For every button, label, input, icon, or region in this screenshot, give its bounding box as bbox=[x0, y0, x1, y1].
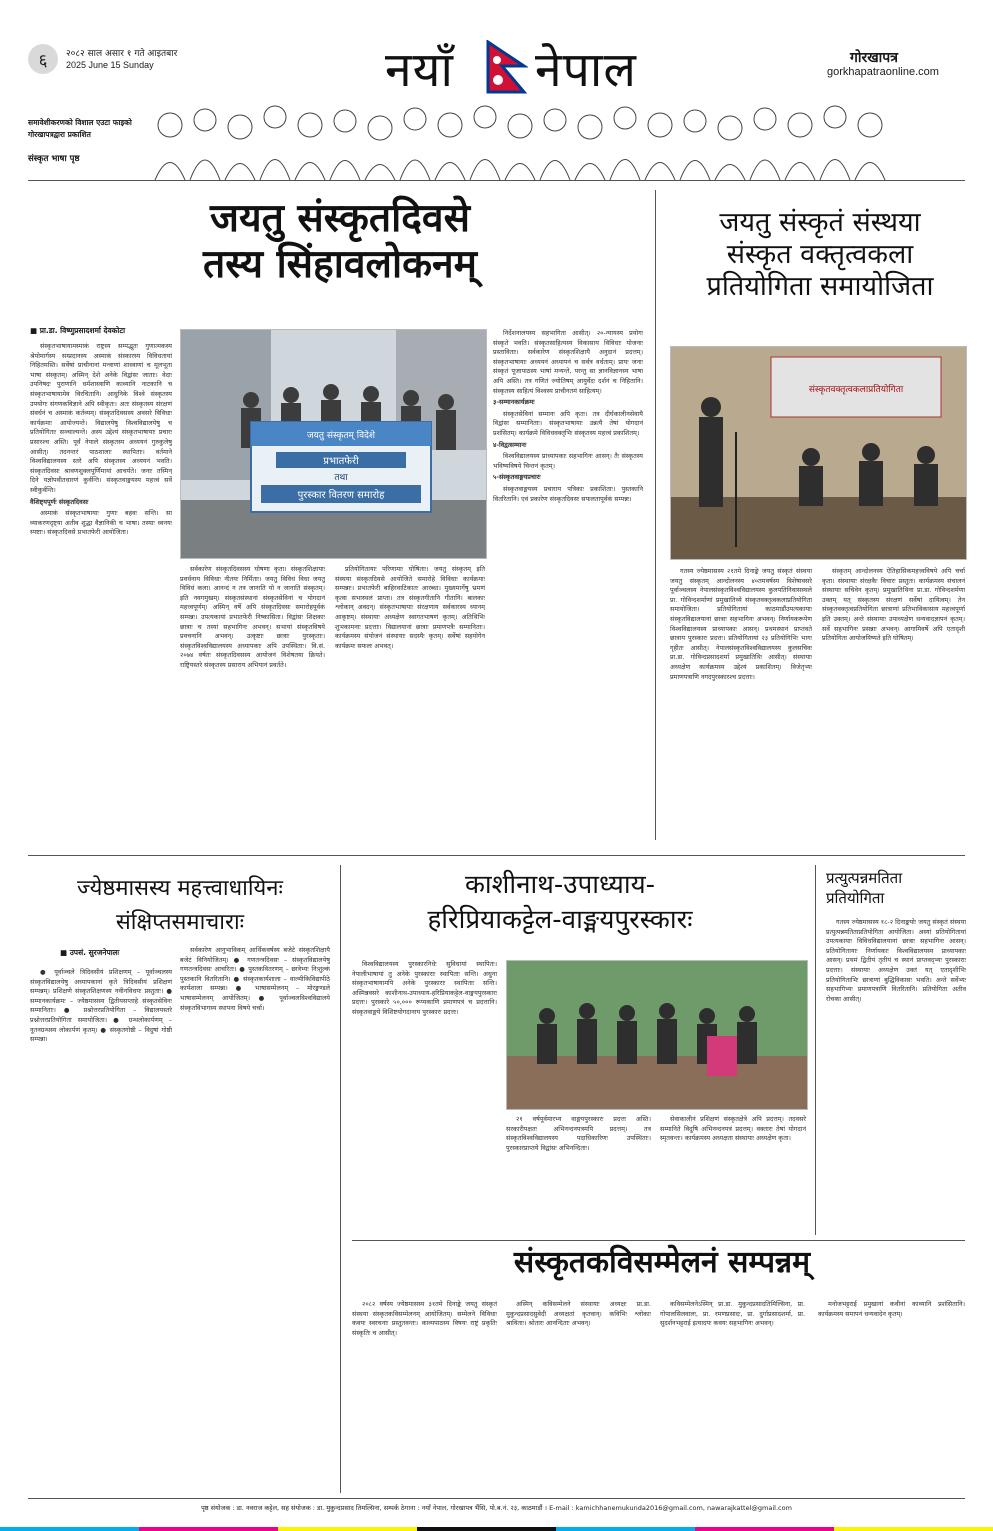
right-col2-text: संस्कृतम् आन्दोलनस्य ऐतिहासिकमहत्त्वविषये अपि चर्चा कृता। संस्थायाः संरक्षकैः विचारः प्रस्तुतः। कार्यक्रमस्य संचालनं संस्थायाः सचिवेन कृतम्। प्रमुखातिथिना प्रा.डा. गोविन्दशर्मणा उक्तम् यत् संस्कृतस्य संरक्षणं सर्वेषां दायित्वम्। तेन संस्कृतवक्तृत्वप्रतियोगिता छात्राणां प्रतिभाविकासाय महत्त्वपूर्णा इति उक्तम्। अन्ते संस्थायाः उपाध्यक्षेण धन्यवादज्ञापनं कृतम्। सर्वे सहभागिनः प्रसन्नाः अभवन्। आगामिवर्षे अपि एतादृशी प्रतियोगिता आयोजयिष्यते इति घोषितम्। bbox=[822, 567, 965, 643]
kavi-col3-text: कविसम्मेलनेऽस्मिन् प्रा.डा. मुकुन्दप्रसादतिमिल्सिना, प्रा. गोपालसिलवालः, प्रा. रमणप्रसादः, प्रा. दुर्गाप्रसादशर्मा, प्रा. सुदर्शनभट्टराई इत्यादयः कवयः सहभागिनः अभवन्। bbox=[660, 1300, 805, 1328]
main-headline bbox=[100, 196, 580, 288]
date-english: 2025 June 15 Sunday bbox=[66, 60, 154, 70]
masthead-title-right: नेपाल bbox=[535, 42, 637, 98]
kashinath-col3 bbox=[660, 1115, 806, 1235]
main-col2-text: सर्वकारेण संस्कृतदिवसस्य घोषणा कृता। संस्कृतशिक्षायाः प्रवर्धनाय विविधाः नीतयः निर्मिताः। जयतु विविधं विधा जयतु विविधं कला। आनन्दं न तत्र जानाति यो न जानाति संस्कृतम्। इति नवगमुखम्। संस्कृतसंस्थानां संस्कृतसेविनां च योगदानं महत्त्वपूर्णम्। अस्मिन् वर्षे अपि संस्कृतदिवसः समारोहपूर्वकं सम्पन्नः। उपत्यकायां प्रभातफेरी निष्कासिता। विद्वांसः शिक्षकाः छात्राः च तस्यां सहभागिनः अभवन्। सभायां संस्कृतविषये प्रवचनानि अभवन्। उत्कृष्टाः छात्राः पुरस्कृताः। संस्कृतविश्वविद्यालयस्य अध्यापकाः अपि उपस्थिताः। वि.सं. २०७४ वर्षतः संस्कृतदिवसस्य आयोजनं विशेषतया क्रियते। राष्ट्रियस्तरे संस्कृतस्य प्रसाराय अभियानं प्रवर्तते। bbox=[180, 565, 325, 669]
column-divider-lower bbox=[340, 865, 341, 1493]
publisher-url[interactable]: gorkhapatraonline.com bbox=[827, 66, 939, 78]
pratyut-col1 bbox=[826, 918, 966, 1235]
main-col1-subhead: वैशिष्ट्यपूर्णः संस्कृतदिवसः bbox=[30, 497, 89, 506]
kavi-col3 bbox=[660, 1300, 805, 1495]
jyeshtha-col2 bbox=[180, 946, 330, 1493]
main-col4-sub2: ४-विद्वत्सम्मानः bbox=[493, 440, 527, 449]
kavi-col2 bbox=[506, 1300, 651, 1495]
kashinath-photo bbox=[506, 960, 808, 1110]
main-col4-text: निर्देशनालयस्य सहभागिता आसीत्। २०-न्यायस्य प्रयोगः संस्कृते भवति। संस्कृतसाहित्यस्य विकासाय विविधाः योजनाः प्रस्ताविताः। सर्वकारेण संस्कृतशिक्षायै अनुदानं प्रदत्तम्। संस्कृतभाषायाः अध्ययनं अध्यापनं च सर्वत्र वर्धताम्। प्रायः जनाः संस्कृतं पूजापाठस्य भाषां मन्यन्ते, परन्तु सा ज्ञानविज्ञानस्य भाषा अपि अस्ति। तत्र गणितं ज्योतिषम् आयुर्वेदः दर्शनं च निहितानि। संस्कृतस्य साहित्यं विश्वस्य प्राचीनतमं साहित्यम्। bbox=[493, 329, 643, 395]
kashinath-headline bbox=[360, 868, 760, 938]
kavi-col4-text: मनोजभट्टराई प्रमुखानां कवीनां काव्यानि प्रशंसितानि। कार्यक्रमस्य समापनं धन्यवादेन कृतम्। bbox=[818, 1300, 965, 1318]
photo-banner-line1: जयतु संस्कृतम् विदेशे bbox=[307, 431, 375, 441]
crowd-illustration bbox=[150, 95, 890, 180]
jyeshtha-headline-line1: ज्येष्ठमासस्य महत्त्वाधायिनः bbox=[77, 876, 283, 901]
main-col4d-text: संस्कृतवाङ्मयस्य प्रचाराय पत्रिकाः प्रकाशिताः। पुस्तकानि वितरितानि। एवं प्रकारेण संस्कृतदिवसः सफलतापूर्वकं सम्पन्नः। bbox=[493, 484, 643, 503]
right-col1-text: गतस्य ज्येष्ठमासस्य २१तमे दिनाङ्के जयतु संस्कृतं संस्थया जयतु संस्कृतम् आन्दोलनस्य ४०तमवर्षस्य विशेषावसरे पूर्वाञ्चलस्य नेपालसंस्कृतविश्वविद्यालयस्य कुलपतिनिवासस्थले प्रा. गोविन्दशर्माणां प्रमुखातिथ्ये संस्कृतवक्तृत्वकलाप्रतियोगिता समायोजिता। प्रतियोगितायां काठमाडौंउपत्यकायाः संस्कृतविद्यालयानां छात्राः सहभागिनः अभवन्। निर्णायकरूपेण विश्वविद्यालयस्य प्राध्यापकाः आसन्। प्रथमस्थानं प्राप्तवते छात्राय पुरस्कारः प्रदत्तः। प्रतियोगितायां २३ प्रतियोगिभिः भागः गृहीतः आसीत्। नेपालसंस्कृतविश्वविद्यालयस्य कुलसचिवः प्रा.डा. गोविन्दप्रसादशर्मा प्रमुखातिथिः आसीत्। संस्थायाः अध्यक्षेण कार्यक्रमस्य उद्देश्यं प्रकाशितम्। विजेतृभ्यः प्रमाणपत्राणि नगदपुरस्कारश्च प्रदत्ताः। bbox=[670, 567, 812, 681]
main-col3-text: प्रतियोगितायाः परिणामाः घोषिताः। जयतु संस्कृतम् इति संस्थया संस्कृतदिवसे आयोजिते समारोहे विविधाः कार्यक्रमाः सम्पन्नाः। प्रभातफेरी बाहिरवाटिकातः आरब्धा। मुख्यमार्गेषु भ्रमणं कृत्वा सभास्थलं प्राप्ता। तत्र संस्कृतगीतानि गीतानि। बालकाः श्लोकान् अवदन्। संस्कृतभाषायाः संरक्षणाय सर्वकारस्य ध्यानम् आकृष्टम्। संस्थायाः अध्यक्षेण स्वागतभाषणं कृतम्। अतिथिभिः शुभकामनाः प्रदत्ताः। विद्यालयानां छात्राः प्रमाणपत्रैः सम्मानिताः। कार्यक्रमस्य संयोजनं संस्थायाः सदस्यैः कृतम्। सर्वेषां सहयोगेन कार्यक्रमः सफलः अभवत्। bbox=[335, 565, 485, 650]
photo-banner-line2: प्रभातफेरी bbox=[323, 456, 359, 467]
kashinath-col2 bbox=[506, 1115, 651, 1235]
jyeshtha-col1 bbox=[30, 968, 172, 1493]
footer-divider bbox=[28, 1498, 965, 1499]
main-col4b-text: संस्कृतसेविनां सम्मानः अपि कृतः। तत्र दीर्घकालीनसेवायै विद्वांसः सम्मानिताः। संस्कृतभाषायाः उन्नत्यै तेषां योगदानं प्रशंसितम्। कार्यक्रमे विविधवक्तृभिः संस्कृतस्य महत्त्वं प्रकाशितम्। bbox=[493, 409, 643, 437]
right-photo-banner: संस्कृतवक्तृत्वकलाप्रतियोगिता bbox=[808, 385, 904, 395]
jyeshtha-col1-text: ● पूर्वाञ्चले त्रिदिवसीयं प्रशिक्षणम् – पूर्वाञ्चलस्य संस्कृतविद्यालयेषु अध्यापकानां कृते त्रिदिवसीयं प्रशिक्षणं सम्पन्नम्। प्रशिक्षणे संस्कृतशिक्षणस्य नवीनविधयः प्रस्तुताः। ● सम्मानकार्यक्रमः – ज्येष्ठमासस्य द्वितीयसप्ताहे संस्कृतसेविनः सम्मानिताः। ● प्रश्नोत्तरप्रतियोगिता – विद्यालयस्तरे प्रश्नोत्तरप्रतियोगिता समायोजिता। ● ग्रन्थलोकार्पणम् – नूतनग्रन्थस्य लोकार्पणं कृतम्। ● संस्कृतगोष्ठी – विदुषां गोष्ठी सम्पन्ना। bbox=[30, 968, 172, 1044]
photo-banner-line4: पुरस्कार वितरण समारोह bbox=[297, 490, 385, 501]
main-byline: ■ प्रा.डा. विष्णुप्रसादशर्मा देवकोटा bbox=[30, 326, 126, 335]
publisher-name: गोरखापत्र bbox=[850, 50, 898, 66]
kavi-col1 bbox=[352, 1300, 497, 1495]
main-headline-line2: तस्य सिंहावलोकनम् bbox=[202, 242, 478, 288]
main-col4c-text: विश्वविद्यालयस्य प्राध्यापकाः सहभागिनः आसन्। तैः संस्कृतस्य भविष्यविषये चिन्तनं कृतम्। bbox=[493, 452, 643, 470]
main-col1b-text: अस्माकं संस्कृतभाषायाः गुणाः बहवः सन्ति। सा व्याकरणदृष्ट्या अतीव शुद्धा वैज्ञानिकी च भाषा। तस्याः ध्वनयः स्पष्टाः। संस्कृतदिवसे प्रभातफेरी आयोजिता। bbox=[30, 509, 172, 537]
main-article-col2 bbox=[180, 565, 325, 840]
kavi-col1-text: २०८२ वर्षस्य ज्येष्ठमासस्य ३१तमे दिनाङ्के जयतु संस्कृतं संस्थया संस्कृतकविसम्मेलनम् आयोजितम्। सम्मेलने विविधाः कवयः स्वरचनाः प्रस्तुतवन्तः। काव्यपाठस्य विषयः राष्ट्रं प्रकृतिः संस्कृतिः च आसीत्। bbox=[352, 1300, 497, 1337]
right-article-col2 bbox=[822, 567, 965, 840]
pratyut-headline-line1: प्रत्युत्पन्नमतिता bbox=[826, 869, 903, 887]
kashinath-col3-text: सेवाकालीनं प्रशिक्षणं संस्कृतक्षेत्रे अपि प्रदत्तम्। तदवसरे सम्मानिते विदुषि अभिनन्दनपत्रं प्रदत्तम्। वक्तारः तेषां योगदानं स्मृतवन्तः। कार्यक्रमस्य अध्यक्षता संस्थायाः अध्यक्षेण कृता। bbox=[660, 1115, 806, 1143]
kashinath-col1-text: विश्वविद्यालयस्य पुरस्कारनिधेः सुविधायां स्थापितः। नेपालीभाषायां तु अनेके पुरस्काराः स्थापिताः सन्ति। अधुना संस्कृतभाषायामपि अनेके पुरस्काराः स्थापिताः सन्ति। अस्मिन्नवसरे काशीनाथ-उपाध्याय-हरिप्रियाकट्टेल-वाङ्मयपुरस्कारः प्रदत्तः। पुरस्कारे ५०,००० रूप्यकाणि प्रमाणपत्रं च प्रदत्तानि। संस्कृतवाङ्मये विशिष्टयोगदानाय पुरस्कारः प्रदत्तः। bbox=[352, 960, 497, 1016]
right-article-col1 bbox=[670, 567, 812, 840]
nepal-flag-icon bbox=[484, 40, 528, 96]
main-col1-text: संस्कृतभाषायामस्माकं राष्ट्रस्य सम्पद्भूतः गुणात्मकस्य श्रेयोमार्गस्य सम्प्रदानस्य अस्माकं संस्कारस्य विविधतायां निहितमस्ति। सर्वेषां प्राचीनानां मन्त्राणां शास्त्राणां च मूलभूता भाषा संस्कृतम्। अस्मिन् देशे अनेके विद्वांसः जाताः। वेदाः उपनिषदः पुराणानि धर्मशास्त्राणि काव्यानि नाटकानि च संस्कृतभाषायामेव विरचितानि। आधुनिके विश्वे संस्कृतस्य उपयोगः संगणकविज्ञाने अपि स्वीकृतः। अतः संस्कृतस्य संरक्षणं संवर्धनं च अस्माकं कर्तव्यम्। संस्कृतदिवसस्य अवसरे विविधाः कार्यक्रमाः आयोज्यन्ते। विद्यालयेषु विश्वविद्यालयेषु च प्रतियोगिताः सञ्चाल्यन्ते। अस्य उद्देश्यं संस्कृतभाषायाः प्रचारः प्रसारश्च अस्ति। पूर्वं नेपाले संस्कृतस्य अध्ययनं गुरुकुलेषु आसीत्। तदनन्तरं पाठशालाः स्थापिताः। वर्तमाने विश्वविद्यालयस्य स्तरे अपि संस्कृतस्य अध्ययनं भवति। संस्कृतदिवसः श्रावणशुक्लपूर्णिमायां आचर्यते। जनाः तस्मिन् दिने यज्ञोपवीतधारणं कुर्वन्ति। संस्कृतवाङ्मयस्य महत्त्वं सर्वे स्वीकुर्वन्ति। bbox=[30, 342, 172, 494]
main-article-col1 bbox=[30, 342, 172, 792]
jyeshtha-col2-text: सर्वकारेण आनुभाविकम् आर्थिकवर्षस्य बजेटे संस्कृतशिक्षायै बजेटं विनियोजितम्। ● गणतन्त्रदिवसः – संस्कृतविद्यालयेषु गणतन्त्रदिवसः आचरितः। ● पुस्तकवितरणम् – छात्रेभ्यः निःशुल्कं पुस्तकानि वितरितानि। ● संस्कृतकार्यशाला – वाल्मीकिविद्यापीठे कार्यशाला सम्पन्ना। ● भाषासम्मेलनम् – मोरङ्मण्डले भाषासम्मेलनम् आयोजितम्। ● पूर्वाञ्चलविश्वविद्यालये संस्कृतविभागस्य स्थापना विषये चर्चा। bbox=[180, 946, 330, 1012]
right-headline-line2: संस्कृत वक्तृत्वकला bbox=[726, 238, 914, 270]
kavi-col2-text: अस्मिन् कविसम्मेलने संस्थायाः अध्यक्षः प्रा.डा. मुकुन्दप्रसादसुवेदी अध्यक्षतां कृतवान्। कविभिः श्लोकाः श्राविताः। श्रोतारः आनन्दिताः अभवन्। bbox=[506, 1300, 651, 1328]
pratyut-headline bbox=[826, 868, 966, 909]
right-headline-line1: जयतु संस्कृतं संस्थया bbox=[719, 207, 921, 238]
kavi-divider bbox=[352, 1240, 965, 1241]
right-article-photo bbox=[670, 346, 967, 560]
photo-banner-line3: तथा bbox=[334, 473, 348, 483]
main-article-photo bbox=[180, 329, 487, 559]
main-article-col3 bbox=[335, 565, 485, 840]
kashinath-headline-line1: काशीनाथ-उपाध्याय- bbox=[464, 870, 656, 900]
right-headline-line3: प्रतियोगिता समायोजिता bbox=[706, 270, 934, 302]
pratyut-col1-text: गतस्य ज्येष्ठमासस्य १८-२ दिनाङ्कयोः जयतु संस्कृतं संस्थया प्रत्युत्पन्नमतिताप्रतियोगिता आयोजिता। अस्यां प्रतियोगितायां उपत्यकायाः विविधविद्यालयानां छात्राः सहभागिनः आसन्। प्रतियोगितायाः निर्णायकाः विश्वविद्यालयस्य प्राध्यापकाः आसन्। प्रथमं द्वितीयं तृतीयं च स्थानं प्राप्तवद्भ्यः पुरस्काराः प्रदत्ताः। संस्थायाः अध्यक्षेण उक्तं यत् एतादृशीभिः प्रतियोगिताभिः छात्राणां बुद्धिविकासः भवति। अन्ते सर्वेभ्यः सहभागिभ्यः प्रमाणपत्राणि वितरितानि। प्रतियोगिता अतीव रोचका आसीत्। bbox=[826, 918, 966, 1003]
page-number: ६ bbox=[28, 44, 58, 74]
kavi-headline: संस्कृतकविसम्मेलनं सम्पन्नम् bbox=[513, 1245, 811, 1280]
column-divider bbox=[655, 190, 656, 840]
pratyut-headline-line2: प्रतियोगिता bbox=[826, 889, 885, 908]
publisher-tagline: समावेशीकरणको विशाल एउटा फाइको bbox=[28, 118, 132, 127]
masthead-divider bbox=[28, 180, 965, 181]
masthead-title-left: नयाँ bbox=[385, 42, 454, 98]
main-col4-sub1: ३-सम्मानकार्यक्रमः bbox=[493, 398, 535, 407]
date-nepali: २०८२ साल असार १ गते आइतबार bbox=[66, 49, 178, 59]
kashinath-col1 bbox=[352, 960, 497, 1135]
jyeshtha-headline-line2: संक्षिप्तसमाचाराः bbox=[115, 910, 245, 936]
column-divider-pratyut bbox=[815, 865, 816, 1235]
publisher-credit: गोरखापत्रद्वारा प्रकाशित bbox=[28, 130, 91, 139]
section-divider bbox=[28, 855, 965, 856]
kavi-col4 bbox=[818, 1300, 965, 1495]
main-article-col4 bbox=[493, 329, 643, 839]
right-headline bbox=[665, 207, 975, 303]
jyeshtha-byline: ■ उपसं. सुरजनेपालः bbox=[60, 948, 120, 957]
main-headline-line1: जयतु संस्कृतदिवसे bbox=[210, 196, 470, 241]
print-color-bar bbox=[0, 1527, 993, 1531]
kashinath-col2-text: २१ वर्षपूर्वमारभ्य वाङ्मयपुरस्कारः प्रदत्तः अस्ति। सरकारीपक्षतः अभिनन्दनपत्रमपि प्रदत्तम्। तत्र संस्कृतविश्वविद्यालयस्य पदाधिकारिणः उपस्थिताः। पुरस्कारप्राप्तये विद्वांसः अभिनन्दिताः। bbox=[506, 1115, 651, 1152]
section-label: संस्कृत भाषा पृष्ठ bbox=[28, 154, 80, 164]
main-col4-sub3: ५-संस्कृतवाङ्मयप्रचारः bbox=[493, 473, 541, 482]
kashinath-headline-line2: हरिप्रियाकट्टेल-वाङ्मयपुरस्कारः bbox=[427, 905, 693, 936]
jyeshtha-headline bbox=[30, 872, 330, 940]
footer-credits: पृष्ठ संयोजक : डा. नवराज कट्टेल, सह संयोजक : डा. मुकुन्दप्रसाद तिमल्सिना, सम्पर्क ठेगाना : नयाँ नेपाल, गोरखापत्र भैंसि, पो.ब.नं. २३, काठमाडौं । E-mail : kamichhanemukunda2016@gmail.com, nawarajkattel@gmail.com bbox=[201, 1504, 792, 1512]
